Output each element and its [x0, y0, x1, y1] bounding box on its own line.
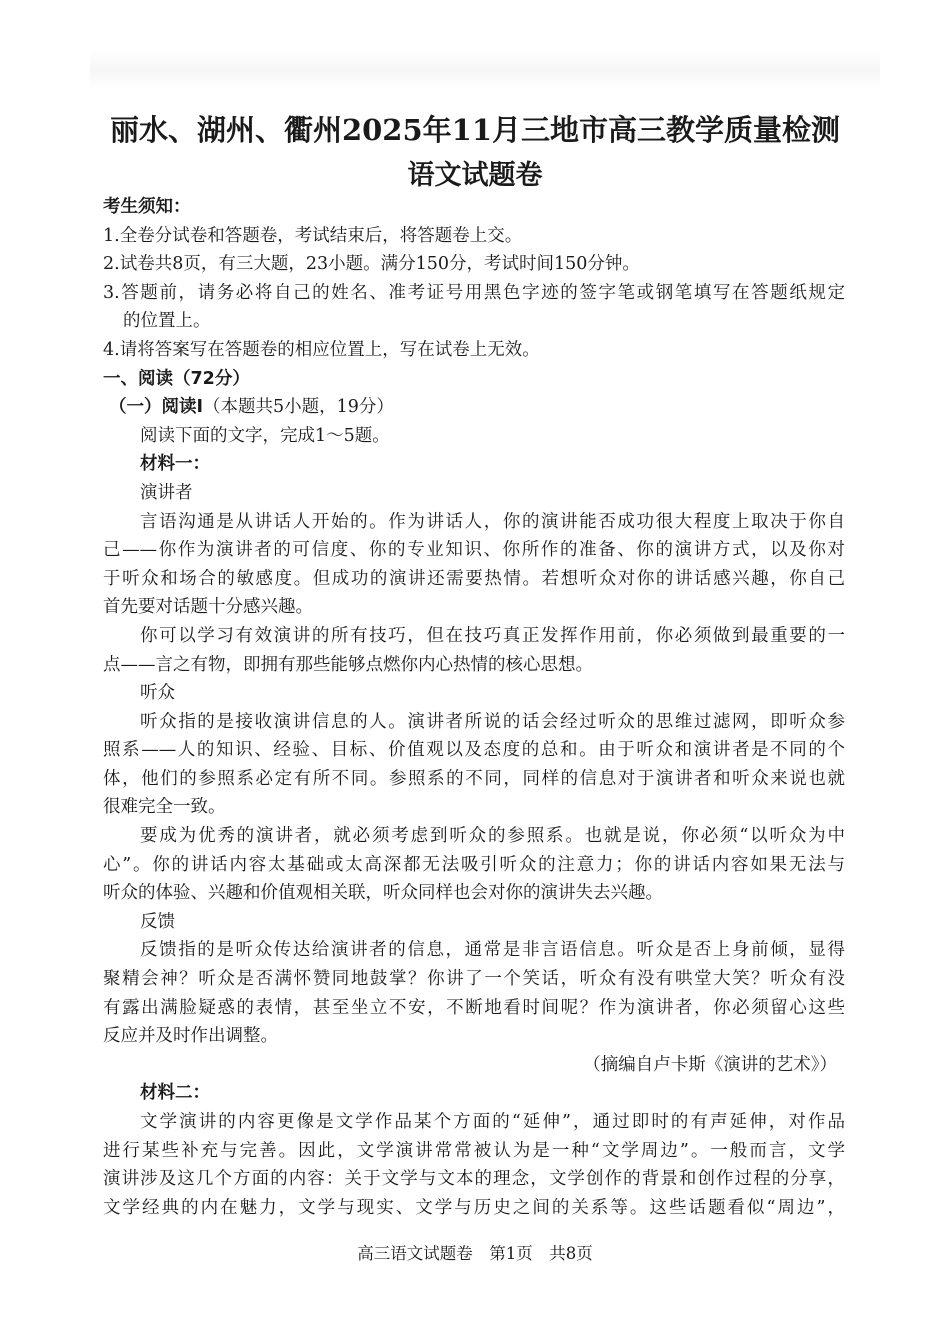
subsection-heading [103, 393, 845, 422]
notice-item: 3.答题前，请务必将自己的姓名、准考证号用黑色字迹的签字笔或钢笔填写在答题纸规定 [103, 282, 845, 303]
paragraph-line: 进行某些补充与完善。因此，文学演讲常常被认为是一种“文学周边”。一般而言，文学 [103, 1140, 845, 1161]
notice-item: 2.试卷共8页，有三大题，23小题。满分150分，考试时间150分钟。 [103, 254, 640, 275]
subsection-note: （本题共5小题，19分） [203, 397, 394, 418]
paragraph [103, 622, 845, 679]
paragraph-line: 听众指的是接收演讲信息的人。演讲者所说的话会经过听众的思维过滤网，即听众参 [140, 711, 845, 732]
paragraph-line: 很难完全一致。 [103, 797, 226, 818]
notice-item: 1.全卷分试卷和答题卷，考试结束后，将答题卷上交。 [103, 225, 523, 246]
page-footer: 高三语文试题卷 第1页 共8页 [357, 1244, 593, 1263]
material-label: 材料一： [140, 454, 210, 475]
notice-item: 的位置上。 [123, 311, 211, 332]
notice-heading: 考生须知： [103, 197, 191, 217]
exam-body [103, 193, 845, 1222]
paragraph [103, 822, 845, 908]
paragraph-line: 首先要对话题十分感兴趣。 [103, 597, 313, 618]
exam-title: 丽水、湖州、衢州2025年11月三地市高三教学质量检测 [109, 113, 841, 147]
subsection-title: （一）阅读Ⅰ [109, 397, 204, 418]
paragraph [103, 708, 845, 822]
subheading: 演讲者 [140, 482, 193, 503]
section-heading: 一、阅读（72分） [103, 368, 250, 389]
instruction: 阅读下面的文字，完成1～5题。 [140, 425, 390, 446]
paragraph-line: 于听众和场合的敏感度。但成功的演讲还需要热情。若想听众对你的讲话感兴趣，你自己 [103, 568, 845, 589]
paragraph-line: 体，他们的参照系必定有所不同。参照系的不同，同样的信息对于演讲者和听众来说也就 [103, 768, 845, 789]
paragraph-line: 演讲涉及这几个方面的内容：关于文学与文本的理念，文学创作的背景和创作过程的分享， [103, 1169, 845, 1190]
paragraph [103, 936, 845, 1050]
paragraph-line: 心”。你的讲话内容太基础或太高深都无法吸引听众的注意力；你的讲话内容如果无法与 [103, 854, 845, 875]
subheading: 反馈 [140, 911, 175, 932]
material-label: 材料二： [140, 1083, 210, 1104]
exam-subtitle: 语文试题卷 [407, 160, 543, 191]
subheading: 听众 [140, 683, 175, 704]
scan-shadow [90, 50, 880, 90]
paragraph-line: 要成为优秀的演讲者，就必须考虑到听众的参照系。也就是说，你必须“以听众为中 [140, 826, 845, 847]
paragraph [103, 508, 845, 622]
paragraph-line: 文学经典的内在魅力，文学与现实、文学与历史之间的关系等。这些话题看似“周边”， [103, 1197, 845, 1218]
notice-item: 4.请将答案写在答题卷的相应位置上，写在试卷上无效。 [103, 339, 540, 360]
paragraph-line: 反馈指的是听众传达给演讲者的信息，通常是非言语信息。听众是否上身前倾，显得 [140, 940, 845, 961]
paragraph-line: 点——言之有物，即拥有那些能够点燃你内心热情的核心思想。 [103, 654, 593, 675]
paragraph-line: 己——你作为演讲者的可信度、你的专业知识、你所作的准备、你的演讲方式，以及你对 [103, 540, 845, 561]
paragraph-line: 言语沟通是从讲话人开始的。作为讲话人，你的演讲能否成功很大程度上取决于你自 [140, 511, 845, 532]
paragraph [103, 1108, 845, 1222]
paragraph-line: 照系——人的知识、经验、目标、价值观以及态度的总和。由于听众和演讲者是不同的个 [103, 740, 845, 761]
paragraph-line: 文学演讲的内容更像是文学作品某个方面的“延伸”，通过即时的有声延伸，对作品 [140, 1112, 845, 1132]
paragraph-line: 有露出满脸疑惑的表情，甚至坐立不安，不断地看时间呢？作为演讲者，你必须留心这些 [103, 997, 845, 1018]
paragraph-line: 反应并及时作出调整。 [103, 1026, 278, 1047]
paragraph-line: 聚精会神？听众是否满怀赞同地鼓掌？你讲了一个笑话，听众有没有哄堂大笑？听众有没 [103, 969, 845, 990]
paragraph-line: 你可以学习有效演讲的所有技巧，但在技巧真正发挥作用前，你必须做到最重要的一 [140, 625, 845, 646]
paragraph-line: 听众的体验、兴趣和价值观相关联，听众同样也会对你的演讲失去兴趣。 [103, 883, 663, 904]
source-citation: （摘编自卢卡斯《演讲的艺术》） [583, 1054, 837, 1075]
